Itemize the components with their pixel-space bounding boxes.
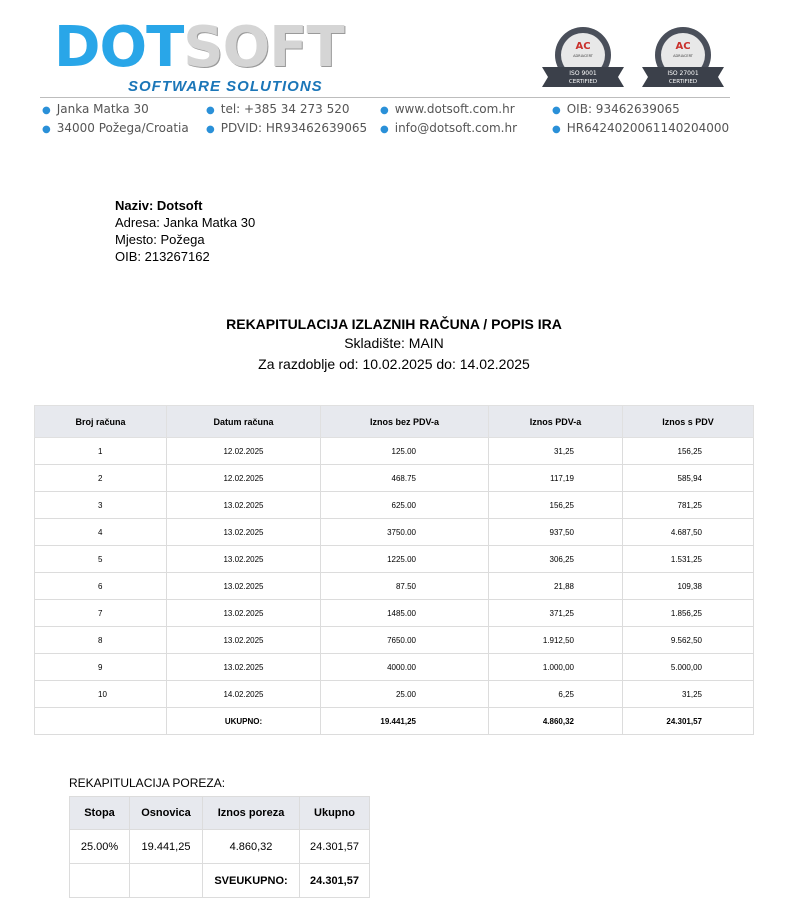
report-period: Za razdoblje od: 10.02.2025 do: 14.02.2025	[258, 356, 530, 372]
table-total-row	[35, 708, 754, 735]
bullet-icon: ●	[552, 105, 561, 116]
invoice-gross: 4.687,50	[623, 519, 754, 546]
iso-27001-badge	[640, 25, 726, 91]
contact-oib: ● OIB: 93462639065	[552, 102, 680, 116]
invoice-vat: 1.000,00	[489, 654, 623, 681]
logo-tagline: SOFTWARE SOLUTIONS	[128, 78, 323, 95]
badge-certified: CERTIFIED	[668, 79, 698, 85]
contact-city: ● 34000 Požega/Croatia	[42, 121, 189, 135]
invoice-net: 1225.00	[321, 546, 489, 573]
invoice-number: 3	[35, 492, 167, 519]
grand-total-empty	[70, 864, 130, 898]
contact-iban: ● HR6424020061140204000	[552, 121, 730, 135]
invoice-date: 13.02.2025	[167, 519, 321, 546]
table-row	[35, 438, 754, 465]
invoice-vat: 117,19	[489, 465, 623, 492]
table-row	[35, 573, 754, 600]
logo-text-dot: DOT	[54, 15, 184, 80]
grand-total-value: 24.301,57	[300, 864, 370, 898]
badge-certified: CERTIFIED	[568, 79, 598, 85]
table-row	[35, 546, 754, 573]
total-empty-cell	[35, 708, 167, 735]
invoice-table	[34, 405, 754, 735]
invoice-net: 625.00	[321, 492, 489, 519]
company-name-label: Naziv:	[115, 198, 154, 213]
iso-9001-badge	[540, 25, 626, 91]
invoice-number: 10	[35, 681, 167, 708]
bullet-icon: ●	[552, 124, 561, 135]
invoice-gross: 1.856,25	[623, 600, 754, 627]
table-row	[35, 519, 754, 546]
invoice-gross: 109,38	[623, 573, 754, 600]
badge-brand: AC	[675, 41, 691, 52]
report-title: REKAPITULACIJA IZLAZNIH RAČUNA / POPIS IRA	[226, 316, 562, 332]
total-gross: 24.301,57	[623, 708, 754, 735]
bullet-icon: ●	[206, 124, 215, 135]
invoice-number: 9	[35, 654, 167, 681]
invoice-gross: 781,25	[623, 492, 754, 519]
badge-ring-text: ADRIACERT	[673, 54, 693, 58]
invoice-date: 12.02.2025	[167, 438, 321, 465]
invoice-date: 13.02.2025	[167, 546, 321, 573]
invoice-date: 13.02.2025	[167, 573, 321, 600]
header-divider	[40, 97, 730, 98]
invoice-date: 13.02.2025	[167, 627, 321, 654]
badge-iso: ISO 27001	[667, 70, 699, 77]
col-header-gross: Iznos s PDV	[623, 406, 754, 438]
invoice-net: 3750.00	[321, 519, 489, 546]
badge-ring-text: ADRIACERT	[573, 54, 593, 58]
invoice-date: 13.02.2025	[167, 600, 321, 627]
invoice-net: 125.00	[321, 438, 489, 465]
invoice-date: 13.02.2025	[167, 492, 321, 519]
logo-text-soft: SOFT	[183, 15, 344, 80]
dotsoft-logo	[54, 15, 344, 100]
invoice-date: 14.02.2025	[167, 681, 321, 708]
invoice-vat: 31,25	[489, 438, 623, 465]
invoice-gross: 156,25	[623, 438, 754, 465]
table-row	[35, 492, 754, 519]
contact-website[interactable]: ● www.dotsoft.com.hr	[380, 102, 515, 116]
invoice-date: 13.02.2025	[167, 654, 321, 681]
table-row	[35, 465, 754, 492]
invoice-gross: 585,94	[623, 465, 754, 492]
invoice-vat: 937,50	[489, 519, 623, 546]
invoice-net: 87.50	[321, 573, 489, 600]
invoice-vat: 371,25	[489, 600, 623, 627]
contact-address: ● Janka Matka 30	[42, 102, 149, 116]
table-header-row	[35, 406, 754, 438]
invoice-vat: 306,25	[489, 546, 623, 573]
letterhead	[0, 0, 788, 150]
invoice-net: 468.75	[321, 465, 489, 492]
invoice-net: 4000.00	[321, 654, 489, 681]
bullet-icon: ●	[42, 124, 51, 135]
company-oib: OIB: 213267162	[115, 249, 210, 264]
col-header-vat: Iznos PDV-a	[489, 406, 623, 438]
grand-total-empty	[130, 864, 203, 898]
col-header-invoice-no: Broj računa	[35, 406, 167, 438]
invoice-gross: 9.562,50	[623, 627, 754, 654]
invoice-net: 1485.00	[321, 600, 489, 627]
bullet-icon: ●	[42, 105, 51, 116]
contact-email[interactable]: ● info@dotsoft.com.hr	[380, 121, 518, 135]
tax-header-row	[70, 797, 370, 830]
contact-phone: ● tel: +385 34 273 520	[206, 102, 350, 116]
tax-rate: 25.00%	[70, 830, 130, 864]
tax-total: 24.301,57	[300, 830, 370, 864]
company-name: Dotsoft	[156, 198, 203, 213]
invoice-vat: 156,25	[489, 492, 623, 519]
badge-iso: ISO 9001	[569, 70, 597, 77]
invoice-gross: 5.000,00	[623, 654, 754, 681]
table-row	[35, 654, 754, 681]
badge-brand: AC	[575, 41, 591, 52]
company-info	[115, 197, 255, 265]
total-vat: 4.860,32	[489, 708, 623, 735]
tax-amount: 4.860,32	[203, 830, 300, 864]
tax-base: 19.441,25	[130, 830, 203, 864]
col-header-tax-amount: Iznos poreza	[203, 797, 300, 830]
invoice-vat: 21,88	[489, 573, 623, 600]
col-header-date: Datum računa	[167, 406, 321, 438]
invoice-number: 6	[35, 573, 167, 600]
table-row	[35, 681, 754, 708]
table-row	[35, 600, 754, 627]
tax-grand-total-row	[70, 864, 370, 898]
report-warehouse: Skladište: MAIN	[344, 335, 444, 351]
total-label: UKUPNO:	[167, 708, 321, 735]
invoice-number: 7	[35, 600, 167, 627]
tax-recap-table	[69, 796, 370, 898]
total-net: 19.441,25	[321, 708, 489, 735]
grand-total-label: SVEUKUPNO:	[203, 864, 300, 898]
invoice-date: 12.02.2025	[167, 465, 321, 492]
bullet-icon: ●	[206, 105, 215, 116]
col-header-rate: Stopa	[70, 797, 130, 830]
invoice-number: 4	[35, 519, 167, 546]
tax-row	[70, 830, 370, 864]
invoice-net: 25.00	[321, 681, 489, 708]
contact-pdvid: ● PDVID: HR93462639065	[206, 121, 368, 135]
invoice-net: 7650.00	[321, 627, 489, 654]
bullet-icon: ●	[380, 124, 389, 135]
invoice-number: 5	[35, 546, 167, 573]
invoice-number: 1	[35, 438, 167, 465]
invoice-vat: 6,25	[489, 681, 623, 708]
invoice-number: 2	[35, 465, 167, 492]
invoice-gross: 1.531,25	[623, 546, 754, 573]
invoice-gross: 31,25	[623, 681, 754, 708]
table-row	[35, 627, 754, 654]
invoice-vat: 1.912,50	[489, 627, 623, 654]
tax-recap-label: REKAPITULACIJA POREZA:	[69, 776, 226, 790]
col-header-net: Iznos bez PDV-a	[321, 406, 489, 438]
col-header-total: Ukupno	[300, 797, 370, 830]
bullet-icon: ●	[380, 105, 389, 116]
company-address: Adresa: Janka Matka 30	[115, 215, 256, 230]
col-header-base: Osnovica	[130, 797, 203, 830]
invoice-number: 8	[35, 627, 167, 654]
company-city: Mjesto: Požega	[115, 232, 205, 247]
